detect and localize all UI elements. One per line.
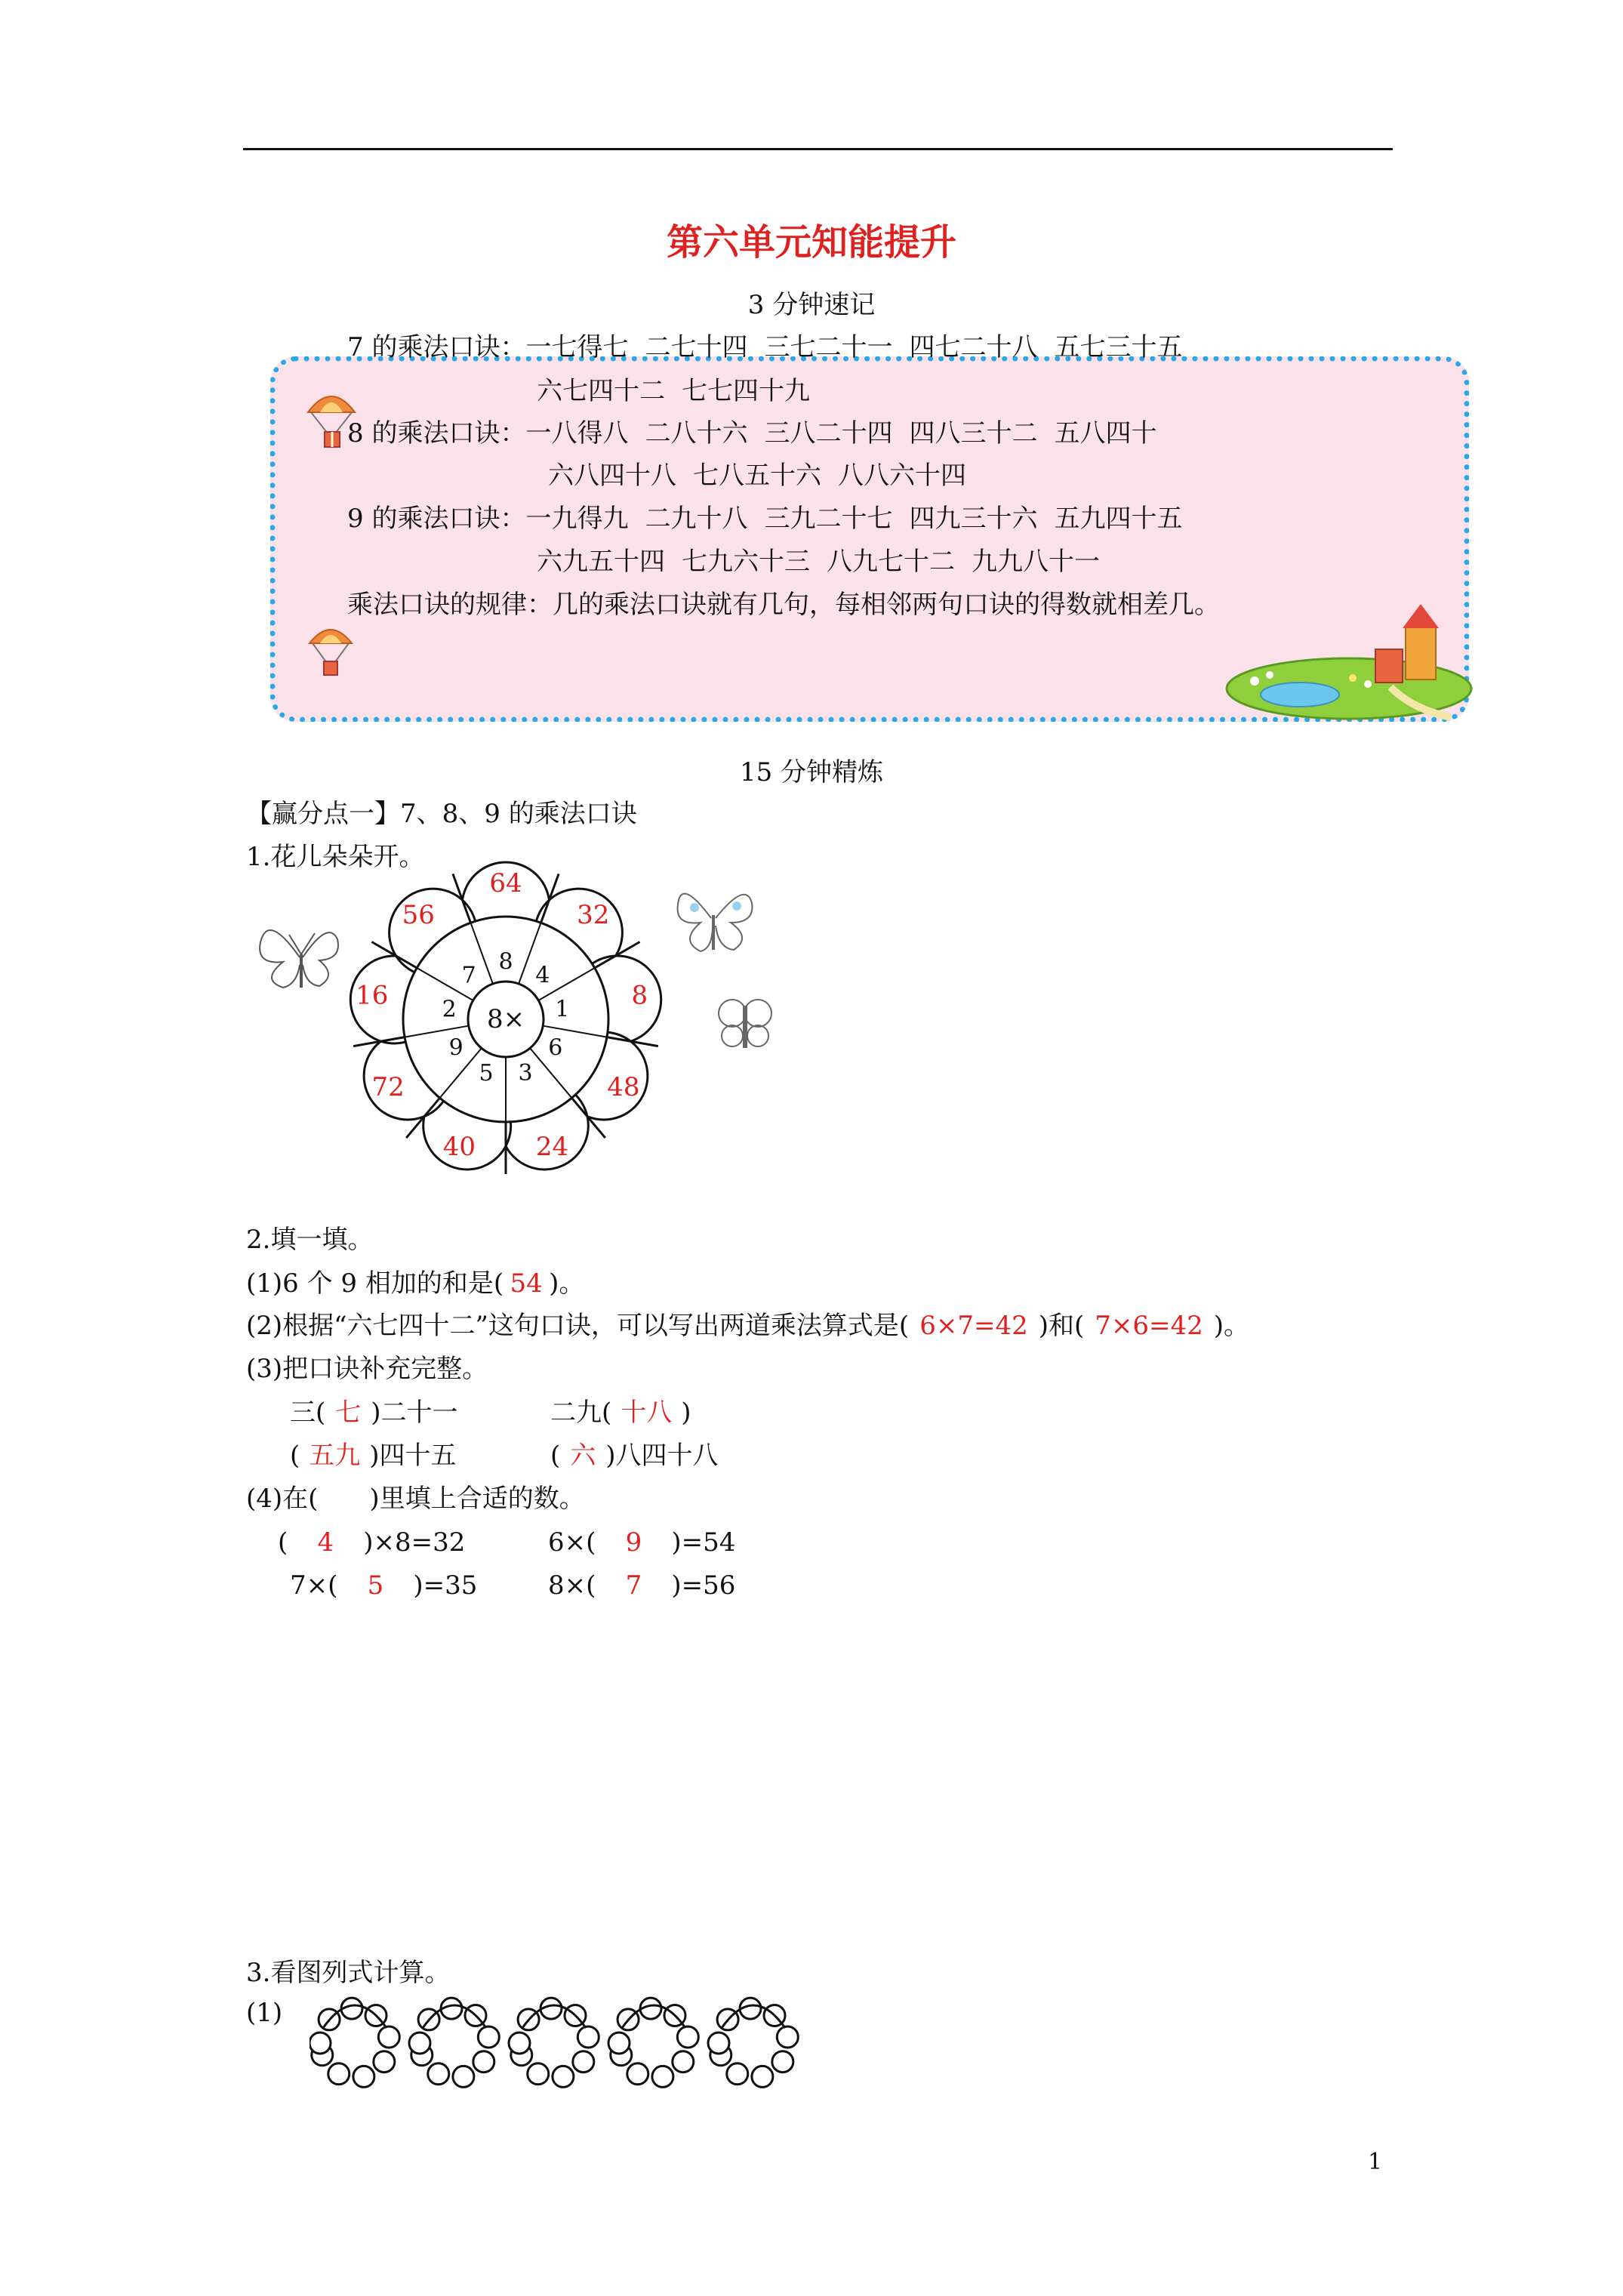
bead <box>577 2026 599 2048</box>
page-title: 第六单元知能提升 <box>666 221 956 264</box>
bead <box>777 2026 798 2048</box>
multiplication-rule: 乘法口诀的规律：几的乘法口诀就有几句，每相邻两句口诀的得数就相差几。 <box>347 590 1220 620</box>
bead <box>528 2063 549 2085</box>
question-text: 6×( <box>548 1527 596 1558</box>
petal-product: 64 <box>489 868 522 898</box>
rhyme-fill-c <box>290 1441 457 1471</box>
rhyme-item: 四八三十二 <box>909 418 1038 448</box>
answer-blank[interactable]: 七 <box>335 1398 362 1428</box>
bead <box>708 2032 729 2054</box>
answer-blank[interactable]: 4 <box>317 1527 334 1558</box>
bead <box>772 2051 793 2073</box>
question-text: )二十一 <box>371 1398 458 1428</box>
row-label: 9 的乘法口诀： <box>347 504 526 534</box>
rhyme-item: 三八二十四 <box>764 418 893 448</box>
multiplication-row-9-cont <box>537 547 1100 577</box>
inner-factor: 4 <box>535 962 550 989</box>
question-text: )=54 <box>671 1527 736 1558</box>
butterfly-icon <box>673 877 756 960</box>
rhyme-item: 六八四十八 <box>548 461 676 491</box>
rhyme-item: 六七四十二 <box>537 376 665 406</box>
question-text: )×8=32 <box>363 1527 466 1558</box>
question-text: )=35 <box>413 1570 478 1601</box>
petal-product: 32 <box>577 900 610 931</box>
question-text: (1)6 个 9 相加的和是( <box>246 1268 504 1299</box>
rhyme-item: 四七二十八 <box>909 332 1038 362</box>
question-2-part-3-title: (3)把口诀补充完整。 <box>246 1354 488 1384</box>
question-3-title: 3.看图列式计算。 <box>246 1958 451 1988</box>
bead <box>478 2026 499 2048</box>
bead <box>677 2026 698 2048</box>
multiplication-row-7 <box>347 332 1182 362</box>
equation-fill-b <box>548 1527 735 1558</box>
rhyme-item: 五八四十 <box>1054 418 1157 448</box>
bead-rings-figure <box>310 1993 808 2099</box>
rhyme-item: 二九十八 <box>645 504 748 534</box>
question-3-sub-1: (1) <box>246 1998 283 2028</box>
bead <box>727 2063 748 2085</box>
answer-blank[interactable]: 54 <box>510 1268 543 1299</box>
question-text: )八四十八 <box>605 1441 719 1471</box>
multiplication-row-8 <box>347 418 1156 448</box>
question-text: (2)根据“六七四十二”这句口诀，可以写出两道乘法算式是( <box>246 1311 910 1341</box>
rhyme-fill-a <box>290 1398 458 1428</box>
question-text: ( <box>550 1441 561 1471</box>
butterfly-icon <box>253 912 351 995</box>
parachute-gift-icon <box>306 621 355 681</box>
rhyme-fill-d <box>550 1441 719 1471</box>
bead <box>328 2063 350 2085</box>
row-label: 8 的乘法口诀： <box>347 418 526 448</box>
answer-blank[interactable]: 5 <box>367 1570 384 1601</box>
rhyme-item: 五七三十五 <box>1054 332 1183 362</box>
inner-factor: 1 <box>555 996 570 1023</box>
question-2-part-2 <box>246 1311 1249 1341</box>
butterfly-icon <box>710 995 781 1054</box>
question-text: 7×( <box>290 1570 338 1601</box>
answer-blank[interactable]: 7×6=42 <box>1095 1311 1203 1341</box>
inner-factor: 5 <box>479 1059 494 1086</box>
rhyme-item: 二七十四 <box>645 332 748 362</box>
bead <box>378 2026 399 2048</box>
bead <box>473 2051 494 2073</box>
multiplication-row-7-cont <box>537 376 810 406</box>
rhyme-item: 三七二十一 <box>764 332 893 362</box>
rhyme-item: 八九七十二 <box>827 547 955 577</box>
rhyme-item: 一七得七 <box>525 332 629 362</box>
flower-diagram <box>340 853 672 1185</box>
answer-blank[interactable]: 十八 <box>621 1398 673 1428</box>
rhyme-item: 二八十六 <box>645 418 748 448</box>
bead <box>752 2066 773 2087</box>
rhyme-item: 一八得八 <box>525 418 629 448</box>
bead <box>553 2066 574 2087</box>
question-text: 三( <box>290 1398 326 1428</box>
bead <box>353 2066 374 2087</box>
question-2-part-4-title: (4)在( )里填上合适的数。 <box>246 1484 585 1514</box>
rhyme-item: 四九三十六 <box>909 504 1038 534</box>
memo-section-label: 3 分钟速记 <box>747 290 876 320</box>
answer-blank[interactable]: 6×7=42 <box>919 1311 1028 1341</box>
bead <box>428 2063 449 2085</box>
question-1-title: 1.花儿朵朵开。 <box>246 842 425 872</box>
bead <box>673 2051 694 2073</box>
rhyme-item: 六九五十四 <box>537 547 665 577</box>
point-heading: 【赢分点一】7、8、9 的乘法口诀 <box>246 799 637 829</box>
answer-blank[interactable]: 六 <box>570 1441 596 1471</box>
petal-product: 40 <box>442 1132 476 1163</box>
answer-blank[interactable]: 7 <box>625 1570 642 1601</box>
practice-section-label: 15 分钟精炼 <box>739 757 884 787</box>
question-text: ( <box>278 1527 288 1558</box>
petal-product: 48 <box>607 1072 640 1102</box>
petal-product: 56 <box>402 900 435 931</box>
petal-product: 16 <box>356 980 389 1011</box>
question-text: ) <box>681 1398 691 1428</box>
question-text: )=56 <box>671 1570 736 1601</box>
rhyme-item: 一九得九 <box>525 504 629 534</box>
inner-factor: 7 <box>461 962 476 989</box>
bead <box>652 2066 673 2087</box>
question-text: )。 <box>1213 1311 1250 1341</box>
inner-factor: 9 <box>448 1034 463 1062</box>
bead <box>453 2066 474 2087</box>
rhyme-item: 七九六十三 <box>682 547 810 577</box>
bead <box>608 2032 630 2054</box>
rhyme-item: 七七四十九 <box>682 376 810 406</box>
answer-blank[interactable]: 9 <box>625 1527 642 1558</box>
bead <box>374 2051 395 2073</box>
flower-center-label: 8× <box>486 1004 525 1034</box>
petal-product: 72 <box>371 1072 405 1102</box>
bead <box>409 2032 430 2054</box>
question-2-title: 2.填一填。 <box>246 1225 374 1255</box>
rhyme-fill-b <box>550 1398 691 1428</box>
inner-factor: 3 <box>518 1059 533 1086</box>
equation-fill-a <box>278 1527 465 1558</box>
petal-product: 8 <box>631 980 648 1011</box>
inner-factor: 2 <box>442 996 457 1023</box>
question-text: )四十五 <box>369 1441 457 1471</box>
row-label: 7 的乘法口诀： <box>347 332 526 362</box>
multiplication-row-9 <box>347 504 1182 534</box>
question-text: ( <box>290 1441 300 1471</box>
header-rule <box>243 148 1393 150</box>
rhyme-item: 八八六十四 <box>838 461 966 491</box>
playground-island-icon <box>1224 596 1474 725</box>
inner-factor: 6 <box>548 1034 563 1062</box>
question-2-part-1 <box>246 1268 584 1299</box>
bead <box>627 2063 648 2085</box>
rhyme-item: 九九八十一 <box>972 547 1100 577</box>
rhyme-item: 五九四十五 <box>1054 504 1183 534</box>
bead <box>573 2051 594 2073</box>
question-text: 二九( <box>550 1398 612 1428</box>
rhyme-item: 三九二十七 <box>764 504 893 534</box>
inner-factor: 8 <box>498 948 513 975</box>
answer-blank[interactable]: 五九 <box>309 1441 361 1471</box>
question-text: )。 <box>549 1268 585 1299</box>
equation-fill-d <box>548 1570 735 1601</box>
bead <box>310 2032 331 2054</box>
question-text: 8×( <box>548 1570 596 1601</box>
petal-product: 24 <box>535 1132 569 1163</box>
rhyme-item: 七八五十六 <box>693 461 821 491</box>
equation-fill-c <box>290 1570 477 1601</box>
multiplication-row-8-cont <box>548 461 966 491</box>
page-number: 1 <box>1368 2149 1383 2175</box>
question-text: )和( <box>1038 1311 1085 1341</box>
bead <box>509 2032 530 2054</box>
